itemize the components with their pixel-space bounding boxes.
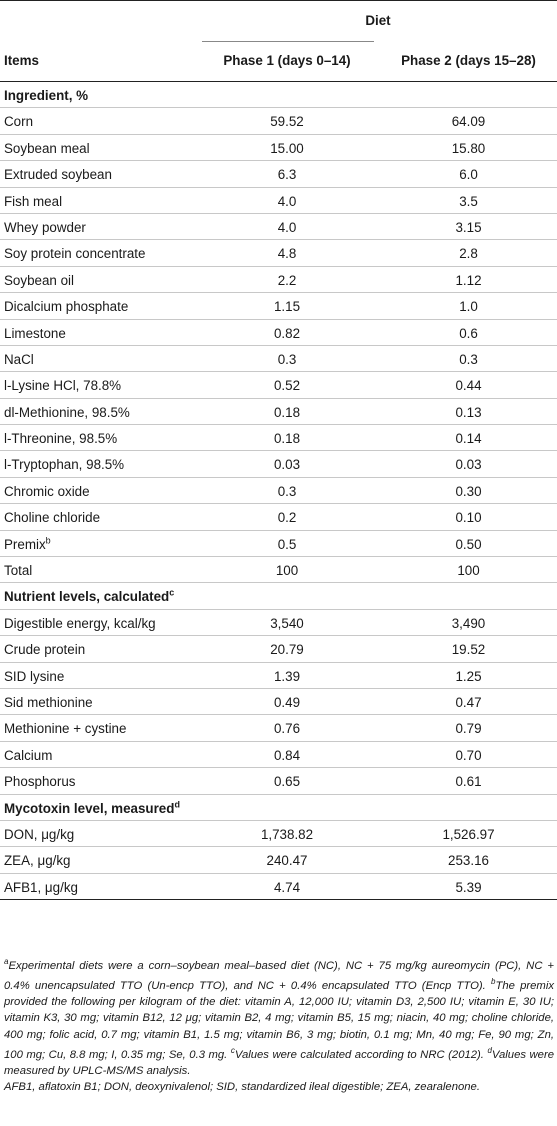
phase2-value: 1,526.97 xyxy=(442,826,495,842)
phase2-value: 0.6 xyxy=(459,325,478,341)
footnote-c: Values were calculated according to NRC (2012). xyxy=(234,1048,488,1061)
table-row xyxy=(0,847,557,873)
row-label-text: AFB1, μg/kg xyxy=(4,879,78,895)
phase1-value: 0.18 xyxy=(273,431,301,447)
phase2-value: 253.16 xyxy=(448,853,489,869)
phase2-value: 0.47 xyxy=(455,694,482,710)
table-row xyxy=(0,663,557,689)
table-row xyxy=(0,188,557,214)
row-label-text: dl-Methionine, 98.5% xyxy=(4,404,130,420)
footnote-a: Experimental diets were a corn–soybean meal–based diet (NC), NC + 75 mg/kg aureomycin (PC), NC + 0.4% unencapsulated TTO (Un-encp TTO), and NC + 0.4% encapsulated TTO (Encp TTO). xyxy=(4,959,554,992)
row-label-text: Soybean meal xyxy=(4,140,90,156)
phase1-value: 0.49 xyxy=(273,694,301,710)
table-row xyxy=(0,214,557,240)
row-label xyxy=(4,326,66,341)
row-label xyxy=(4,589,174,604)
phase1-value: 1,738.82 xyxy=(260,826,314,842)
table-row xyxy=(0,161,557,187)
row-label-text: Phosphorus xyxy=(4,774,76,790)
footnote-abbreviations: AFB1, aflatoxin B1; DON, deoxynivalenol; SID, standardized ileal digestible; ZEA, zearalenone. xyxy=(4,1081,480,1094)
phase1-value: 20.79 xyxy=(270,642,304,658)
table-row xyxy=(0,135,557,161)
section-row xyxy=(0,82,557,108)
row-label-text: Dicalcium phosphate xyxy=(4,299,129,315)
phase1-value: 0.84 xyxy=(273,747,301,763)
table-row xyxy=(0,240,557,266)
table-body xyxy=(0,82,557,900)
row-label xyxy=(4,721,126,736)
phase1-value: 0.03 xyxy=(273,457,301,473)
phase1-value: 0.52 xyxy=(273,378,301,394)
phase1-value: 2.2 xyxy=(277,272,297,288)
section-row xyxy=(0,583,557,609)
phase1-value: 0.76 xyxy=(273,721,301,737)
phase1-value: 0.2 xyxy=(277,510,297,526)
footnote-b: The premix provided the following per kilogram of the diet: vitamin A, 12,000 IU; vitamin D3, 2,500 IU; vitamin E, 30 IU; vitamin K3, 30 mg; vitamin B12, 12 μg; vitamin B2, 4 mg; vitamin B5, 15 mg; niacin, 40 mg; choline chloride, 400 mg; folic acid, 0.7 mg; vitamin B1, 1.5 mg; vitamin B6, 3 mg; biotin, 0.1 mg; Mn, 40 mg; Fe, 90 mg; Zn, 100 mg; Cu, 8.8 mg; I, 0.35 mg; Se, 0.3 mg. xyxy=(4,979,554,1061)
phase2-value: 0.13 xyxy=(455,404,482,420)
row-label-footnote-mark: d xyxy=(174,799,180,810)
footnote-paragraph xyxy=(4,954,554,1079)
row-label-footnote-mark: b xyxy=(45,535,51,546)
phase2-value: 64.09 xyxy=(451,114,486,130)
table-row xyxy=(0,320,557,346)
phase1-value: 240.47 xyxy=(266,853,308,869)
phase2-value: 0.61 xyxy=(455,774,482,790)
row-label xyxy=(4,194,62,209)
phase1-value: 1.15 xyxy=(273,299,301,315)
phase1-value: 100 xyxy=(275,563,299,579)
phase1-value: 0.18 xyxy=(273,404,301,420)
row-label xyxy=(4,273,74,288)
row-label-text: Digestible energy, kcal/kg xyxy=(4,615,156,631)
row-label xyxy=(4,141,90,156)
table-row xyxy=(0,346,557,372)
table-row xyxy=(0,108,557,134)
phase2-value: 6.0 xyxy=(459,167,478,183)
phase1-value: 4.0 xyxy=(277,219,297,235)
phase2-value: 2.8 xyxy=(459,246,478,262)
table-row xyxy=(0,768,557,794)
table-row xyxy=(0,557,557,583)
row-label xyxy=(4,457,124,472)
row-label xyxy=(4,563,32,578)
phase2-value: 0.50 xyxy=(455,536,482,552)
section-row xyxy=(0,795,557,821)
row-label xyxy=(4,748,52,763)
row-label-text: Premix xyxy=(4,536,46,552)
footnote-d-mark: d xyxy=(487,1046,492,1056)
row-label-text: Crude protein xyxy=(4,642,86,658)
footnote-b-mark: b xyxy=(490,977,496,987)
row-label xyxy=(4,616,156,631)
row-label xyxy=(4,378,121,393)
table-row xyxy=(0,267,557,293)
phase2-value: 1.12 xyxy=(455,272,482,288)
phase1-value: 1.39 xyxy=(273,668,301,684)
row-label-text: Fish meal xyxy=(4,193,63,209)
phase1-value: 3,540 xyxy=(270,615,304,631)
row-label-text: Total xyxy=(4,563,33,579)
table-header xyxy=(0,0,557,82)
phase1-value: 0.82 xyxy=(273,325,301,341)
table-row xyxy=(0,399,557,425)
items-header: Items xyxy=(4,53,39,68)
row-label-text: l-Tryptophan, 98.5% xyxy=(4,457,125,473)
diet-header-rule xyxy=(202,41,374,42)
phase2-value: 3.5 xyxy=(459,193,478,209)
footnote-a-mark: a xyxy=(4,957,9,966)
row-label xyxy=(4,405,130,420)
diet-header: Diet xyxy=(365,13,391,28)
phase2-value: 19.52 xyxy=(451,642,486,658)
phase1-value: 0.65 xyxy=(273,774,301,790)
phase2-value: 1.0 xyxy=(459,299,478,315)
row-label xyxy=(4,537,51,552)
footnote-c-mark: c xyxy=(230,1046,235,1056)
phase1-value: 59.52 xyxy=(270,114,304,130)
row-label xyxy=(4,114,33,129)
table-row xyxy=(0,372,557,398)
phase2-value: 0.10 xyxy=(455,510,482,526)
phase1-value: 4.74 xyxy=(273,879,301,895)
phase2-header: Phase 2 (days 15–28) xyxy=(401,53,536,68)
row-label-text: Calcium xyxy=(4,747,53,763)
row-label xyxy=(4,853,71,868)
phase1-value: 15.00 xyxy=(270,140,304,156)
phase2-value: 0.79 xyxy=(455,721,482,737)
row-label-text: Methionine + cystine xyxy=(4,721,127,737)
phase1-value: 0.3 xyxy=(277,483,297,499)
row-label-text: DON, μg/kg xyxy=(4,826,75,842)
table-row xyxy=(0,742,557,768)
table-row xyxy=(0,293,557,319)
row-label-text: Choline chloride xyxy=(4,510,101,526)
phase2-value: 0.44 xyxy=(455,378,482,394)
row-label-text: Extruded soybean xyxy=(4,167,112,183)
table-row xyxy=(0,531,557,557)
phase1-value: 0.5 xyxy=(277,536,297,552)
row-label xyxy=(4,827,74,842)
table-row xyxy=(0,715,557,741)
phase2-value: 0.30 xyxy=(455,483,482,499)
table-row xyxy=(0,478,557,504)
row-label-text: ZEA, μg/kg xyxy=(4,853,71,869)
row-label-text: Soybean oil xyxy=(4,272,74,288)
phase1-value: 0.3 xyxy=(277,351,297,367)
row-label-text: Sid methionine xyxy=(4,694,93,710)
row-label xyxy=(4,669,64,684)
table-row xyxy=(0,874,557,900)
table-row xyxy=(0,636,557,662)
row-label-text: Nutrient levels, calculated xyxy=(4,589,170,605)
phase2-value: 100 xyxy=(457,563,480,579)
table-row xyxy=(0,451,557,477)
row-label xyxy=(4,510,100,525)
table-row xyxy=(0,689,557,715)
phase1-header: Phase 1 (days 0–14) xyxy=(223,53,351,68)
row-label xyxy=(4,801,180,816)
phase1-value: 6.3 xyxy=(277,167,297,183)
phase2-value: 1.25 xyxy=(455,668,482,684)
phase2-value: 0.03 xyxy=(455,457,482,473)
table-row xyxy=(0,425,557,451)
row-label-text: l-Threonine, 98.5% xyxy=(4,431,118,447)
phase1-value: 4.0 xyxy=(277,193,297,209)
table-row xyxy=(0,610,557,636)
row-label xyxy=(4,880,78,895)
row-label-footnote-mark: c xyxy=(169,587,175,598)
row-label-text: Corn xyxy=(4,114,34,130)
row-label xyxy=(4,484,90,499)
phase2-value: 3,490 xyxy=(451,615,486,631)
row-label-text: Mycotoxin level, measured xyxy=(4,800,175,816)
row-label-text: l-Lysine HCl, 78.8% xyxy=(4,378,122,394)
phase2-value: 0.14 xyxy=(455,431,482,447)
row-label-text: NaCl xyxy=(4,351,34,367)
row-label xyxy=(4,88,88,103)
phase2-value: 5.39 xyxy=(455,879,482,895)
row-label-text: Soy protein concentrate xyxy=(4,246,146,262)
row-label-text: Ingredient, % xyxy=(4,88,89,103)
row-label xyxy=(4,220,86,235)
row-label-text: Limestone xyxy=(4,325,66,341)
footnote-d: Values were measured by UPLC-MS/MS analysis. xyxy=(4,1048,554,1078)
phase2-value: 3.15 xyxy=(455,219,482,235)
row-label xyxy=(4,299,128,314)
row-label-text: Chromic oxide xyxy=(4,483,90,499)
row-label xyxy=(4,352,34,367)
row-label xyxy=(4,774,75,789)
row-label xyxy=(4,642,85,657)
row-label xyxy=(4,695,93,710)
phase2-value: 15.80 xyxy=(451,140,486,156)
phase1-value: 4.8 xyxy=(277,246,297,262)
row-label-text: Whey powder xyxy=(4,219,86,235)
row-label xyxy=(4,431,117,446)
row-label xyxy=(4,167,112,182)
table-row xyxy=(0,504,557,530)
row-label-text: SID lysine xyxy=(4,668,65,684)
table-footnotes xyxy=(4,954,554,1096)
phase2-value: 0.70 xyxy=(455,747,482,763)
phase2-value: 0.3 xyxy=(459,351,478,367)
table-row xyxy=(0,821,557,847)
row-label xyxy=(4,246,145,261)
